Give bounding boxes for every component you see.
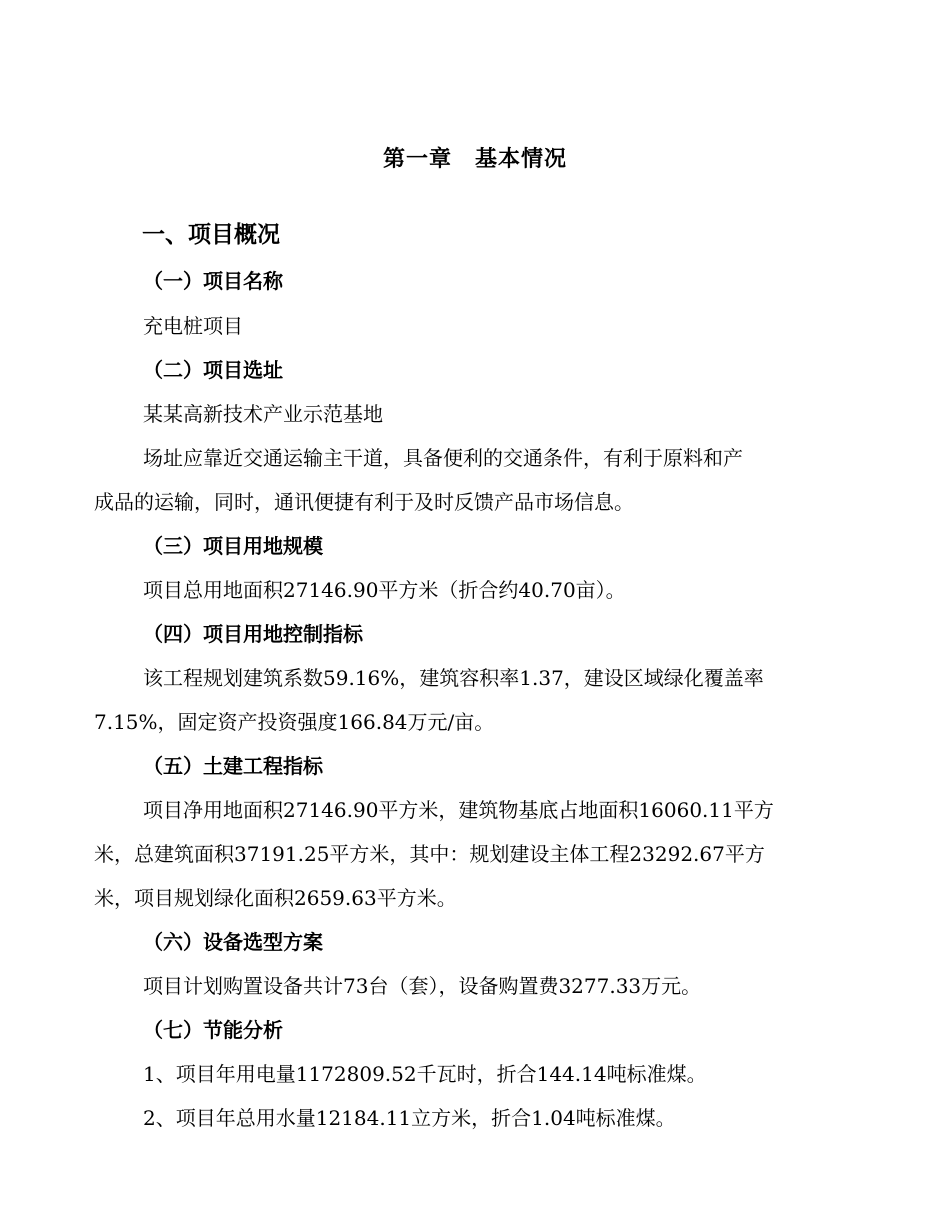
location-paragraph-line1: 场址应靠近交通运输主干道，具备便利的交通条件，有利于原料和产 (143, 446, 743, 470)
subsection-heading-land-scale: （三）项目用地规模 (143, 534, 323, 558)
subsection-heading-equipment: （六）设备选型方案 (143, 930, 323, 954)
land-control-line1: 该工程规划建筑系数59.16%，建筑容积率1.37，建设区域绿化覆盖率 (143, 666, 764, 690)
civil-line1: 项目净用地面积27146.90平方米，建筑物基底占地面积16060.11平方 (143, 798, 774, 822)
section-title: 一、项目概况 (142, 222, 280, 248)
chapter-title: 第一章 基本情况 (382, 147, 567, 172)
energy-item-electricity: 1、项目年用电量1172809.52千瓦时，折合144.14吨标准煤。 (143, 1062, 707, 1086)
civil-line3: 米，项目规划绿化面积2659.63平方米。 (94, 886, 457, 910)
location-text: 某某高新技术产业示范基地 (143, 402, 383, 426)
subsection-heading-land-control: （四）项目用地控制指标 (143, 622, 363, 646)
location-paragraph-line2: 成品的运输，同时，通讯便捷有利于及时反馈产品市场信息。 (94, 490, 634, 514)
subsection-heading-civil: （五）土建工程指标 (143, 754, 323, 778)
project-name-text: 充电桩项目 (143, 314, 243, 338)
energy-item-water: 2、项目年总用水量12184.11立方米，折合1.04吨标准煤。 (143, 1106, 676, 1130)
subsection-heading-location: （二）项目选址 (143, 358, 283, 382)
land-control-line2: 7.15%，固定资产投资强度166.84万元/亩。 (94, 710, 495, 734)
equipment-text: 项目计划购置设备共计73台（套），设备购置费3277.33万元。 (143, 974, 702, 998)
civil-line2: 米，总建筑面积37191.25平方米，其中：规划建设主体工程23292.67平方 (94, 842, 765, 866)
subsection-heading-name: （一）项目名称 (143, 269, 283, 293)
land-scale-text: 项目总用地面积27146.90平方米（折合约40.70亩）。 (143, 578, 626, 602)
subsection-heading-energy: （七）节能分析 (143, 1018, 283, 1042)
